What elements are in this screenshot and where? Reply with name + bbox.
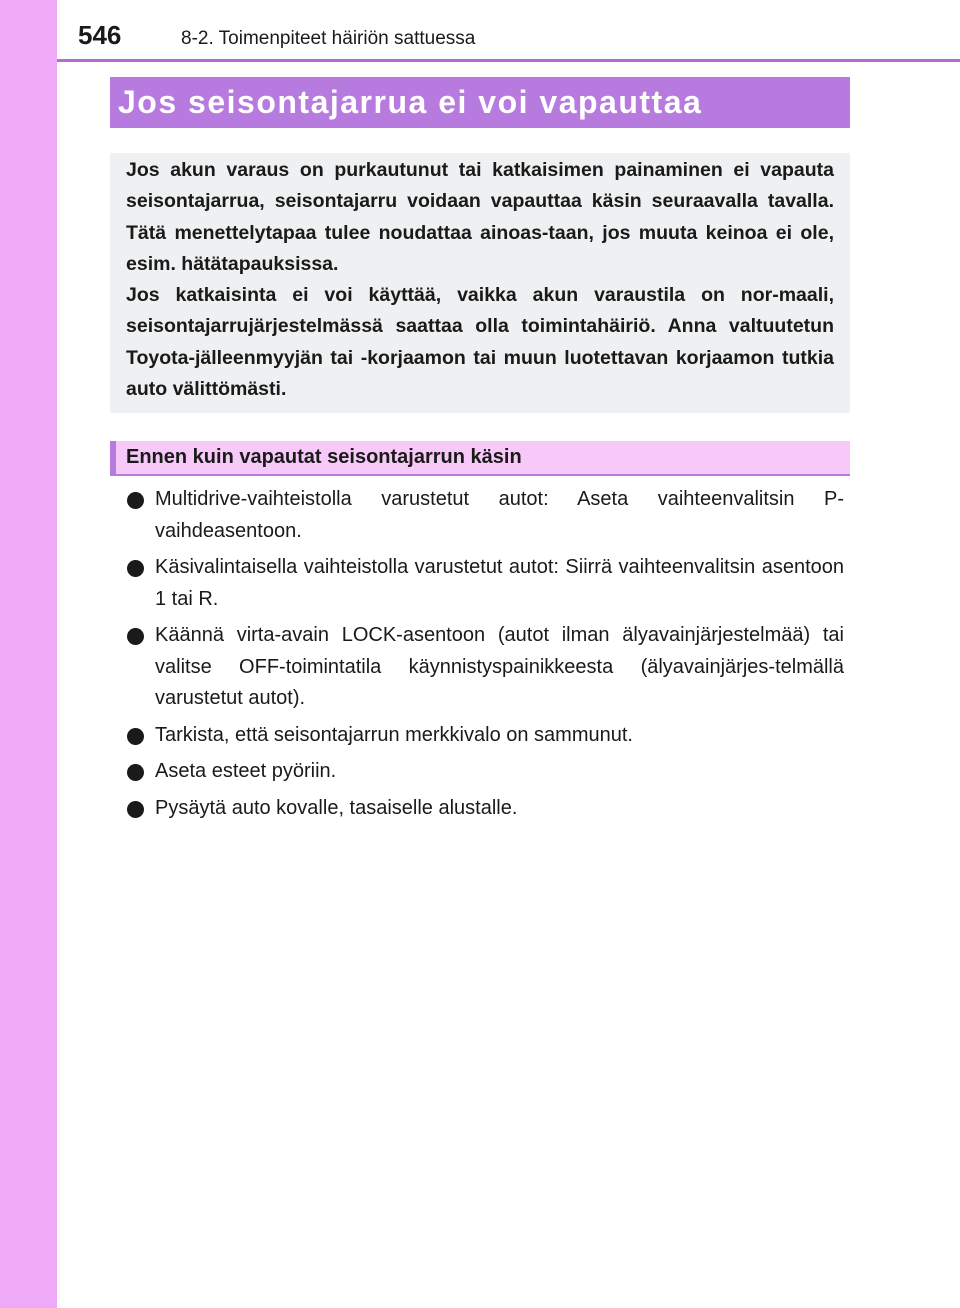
bullet-icon [127,492,144,509]
list-item-text: Aseta esteet pyöriin. [155,760,337,782]
page-title: Jos seisontajarrua ei voi vapauttaa [118,84,703,120]
info-paragraph: Jos katkaisinta ei voi käyttää, vaikka akun varaustila on nor-maali, seisontajarrujärjestelmässä saattaa olla toimintahäiriö. Anna valtuutetun Toyota-jälleenmyyjän tai -korjaamon tai muun luotettavan korjaamon tutkia auto välittömästi. [126,284,834,401]
header-divider [57,59,960,62]
list-item [126,720,844,752]
side-color-strip [0,0,57,1308]
info-paragraph: Jos akun varaus on purkautunut tai katkaisimen painaminen ei vapauta seisontajarrua, seisontajarru voidaan vapauttaa käsin seuraavalla tavalla. Tätä menettelytapaa tulee noudattaa ainoas-taan, jos muuta keinoa ei ole, esim. hätätapauksissa. [126,159,834,275]
section-reference: 8-2. Toimenpiteet häiriön sattuessa [181,28,476,49]
list-item [126,620,844,715]
page-number: 546 [78,20,122,50]
title-banner [110,77,850,128]
list-item [126,756,844,788]
bullet-icon [127,764,144,781]
subsection-header [110,441,850,476]
info-box [110,153,850,413]
bullet-icon [127,728,144,745]
bullet-icon [127,628,144,645]
list-item [126,793,844,825]
list-item-text: Tarkista, että seisontajarrun merkkivalo on sammunut. [155,723,633,746]
list-item [126,552,844,615]
list-item-text: Multidrive-vaihteistolla varustetut autot: Aseta vaihteenvalitsin P-vaihdeasentoon. [155,488,844,542]
bullet-icon [127,801,144,818]
list-item-text: Käännä virta-avain LOCK-asentoon (autot ilman älyavainjärjestelmää) tai valitse OFF-toimintatila käynnistyspainikkeesta (älyavainjärjes-telmällä varustetut autot). [155,624,844,709]
list-item-text: Käsivalintaisella vaihteistolla varustetut autot: Siirrä vaihteenvalitsin asentoon 1 tai R. [155,556,844,610]
subsection-title: Ennen kuin vapautat seisontajarrun käsin [126,446,522,468]
list-item-text: Pysäytä auto kovalle, tasaiselle alustalle. [155,796,518,819]
bullet-list [126,484,844,829]
list-item [126,484,844,547]
bullet-icon [127,560,144,577]
